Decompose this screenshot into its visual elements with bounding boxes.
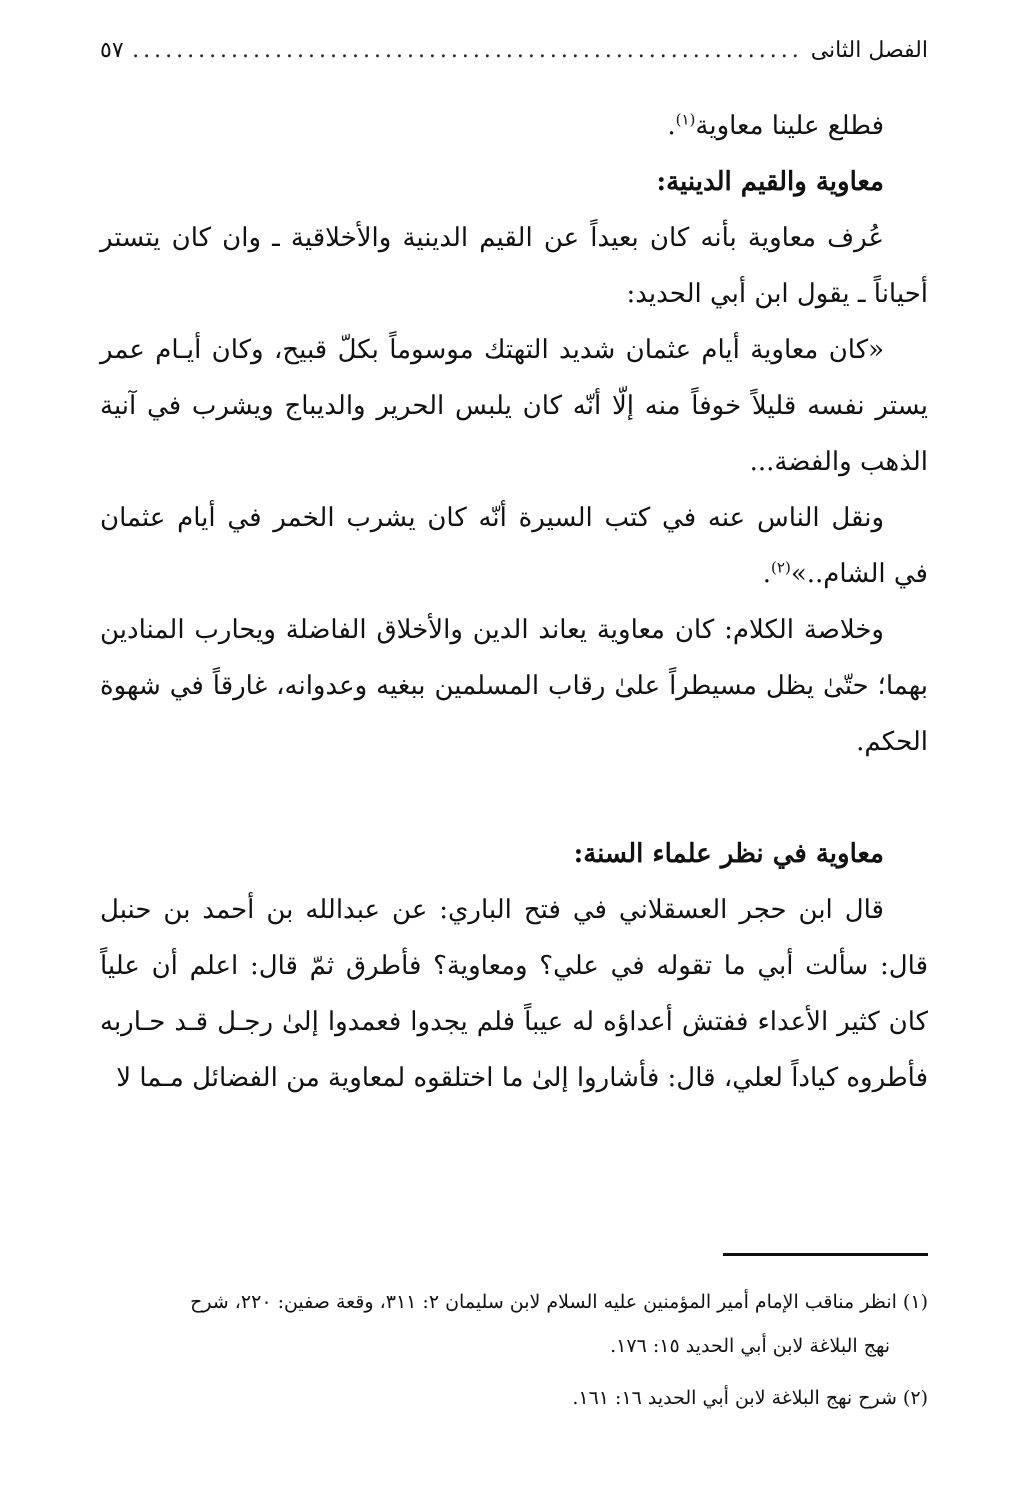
footnote-1 [100, 1280, 928, 1368]
footnote-1-line-1: (١) انظر مناقب الإمام أمير المؤمنين عليه السلام لابن سليمان ٢: ٣١١، وقعة صفين: ٢٢٠، شرح [190, 1291, 928, 1313]
footnote-divider [723, 1253, 928, 1256]
footnote-2: (٢) شرح نهج البلاغة لابن أبي الحديد ١٦: ١٦١. [572, 1387, 928, 1409]
main-text [100, 98, 928, 1106]
paragraph-1: فطلع علينا معاوية$^{(١)}$. [667, 110, 884, 141]
footnote-1-line-2: نهج البلاغة لابن أبي الحديد ١٥: ١٧٦. [610, 1335, 890, 1357]
paragraph-4: ونقل الناس عنه في كتب السيرة أنّه كان يشرب الخمر في أيام عثمان في الشام..»$^{(٢)}$. [100, 503, 928, 589]
footnote-ref-1[interactable]: (١) [675, 110, 696, 129]
chapter-title: الفصل الثانى [810, 38, 928, 63]
section-heading-sunni-scholars: معاوية في نظر علماء السنة: [573, 839, 884, 869]
quote-paragraph: «كان معاوية أيام عثمان شديد التهتك موسوماً بكلّ قبيح، وكان أيـام عمر يستر نفسه قليلاً خوفاً منه إلّا أنّه كان يلبس الحرير والديباج ويشرب في آنية الذهب والفضة... [100, 335, 928, 477]
leader-dots [132, 38, 803, 63]
footnotes [100, 1280, 928, 1428]
running-header [100, 38, 928, 82]
section-heading-religious-values: معاوية والقيم الدينية: [656, 167, 884, 197]
section-gap [100, 770, 928, 826]
page-number: ٥٧ [100, 38, 124, 63]
paragraph-2: عُرف معاوية بأنه كان بعيداً عن القيم الدينية والأخلاقية ـ وان كان يتستر أحياناً ـ يقول ابن أبي الحديد: [100, 223, 928, 309]
paragraph-6: قال ابن حجر العسقلاني في فتح الباري: عن عبدالله بن أحمد بن حنبل قال: سألت أبي ما تقوله في علي؟ ومعاوية؟ فأطرق ثمّ قال: اعلم أن علياً كان كثير الأعداء ففتش أعداؤه له عيباً فلم يجدوا فعمدوا إلىٰ رجـل قـد حـاربه فأطروه كياداً لعلي، قال: فأشاروا إلىٰ ما اختلقوه لمعاوية من الفضائل مـما لا [100, 895, 928, 1093]
paragraph-5: وخلاصة الكلام: كان معاوية يعاند الدين والأخلاق الفاضلة ويحارب المنادين بهما؛ حتّىٰ يظل مسيطراً علىٰ رقاب المسلمين ببغيه وعدوانه، غارقاً في شهوة الحكم. [100, 615, 928, 757]
footnote-ref-2[interactable]: (٢) [771, 558, 791, 577]
